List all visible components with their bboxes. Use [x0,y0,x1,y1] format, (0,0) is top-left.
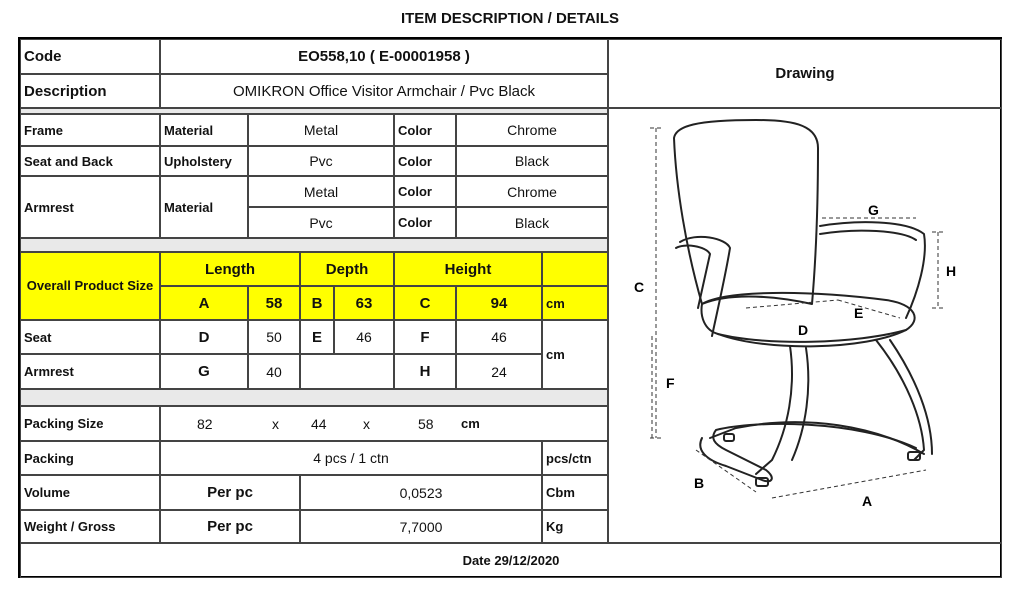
dim-a-label: A [160,286,248,320]
dim-label-a: A [862,493,873,509]
overall-unit: cm [542,286,608,320]
gap-row [20,389,608,406]
code-label: Code [20,39,160,74]
dim-c-label: C [394,286,456,320]
overall-size-label: Overall Product Size [20,252,160,320]
armrest-material-1: Metal [248,176,394,207]
glide-left [724,434,734,441]
packing-size-label: Packing Size [20,406,160,441]
sled-base [700,424,916,481]
volume-value: 0,0523 [300,475,542,510]
frame-label: Frame [20,114,160,146]
seat-back-color-label: Color [394,146,456,176]
code-value: EO558,10 ( E-00001958 ) [160,39,608,74]
packing-height: 58 [418,415,434,432]
packing-width: 44 [311,415,327,432]
drawing-header: Drawing [608,39,1002,108]
dim-line-b [696,450,756,492]
dim-label-c: C [634,279,645,295]
armrest-left [680,237,730,336]
armrest-material-2: Pvc [248,207,394,238]
packing-x-1: x [272,415,279,432]
dim-h-label: H [394,354,456,389]
dim-label-b: B [694,475,705,491]
packing-size-unit: cm [461,416,480,431]
description-value: OMIKRON Office Visitor Armchair / Pvc Black [160,74,608,108]
armrest-color-label-1: Color [394,176,456,207]
leg-front-left [756,346,792,474]
height-header: Height [394,252,542,286]
dim-e-value: 46 [334,320,394,354]
dim-label-e: E [854,305,864,321]
packing-size-row [160,406,608,441]
seat-size-label: Seat [20,320,160,354]
armrest-left-inner [676,246,710,308]
dim-f-label: F [394,320,456,354]
seat-back-material: Pvc [248,146,394,176]
volume-label: Volume [20,475,160,510]
dim-g-label: G [160,354,248,389]
armrest-right-inner [820,231,916,240]
length-header: Length [160,252,300,286]
gap-row [20,238,608,252]
weight-label: Weight / Gross [20,510,160,543]
dim-g-value: 40 [248,354,300,389]
dim-f-value: 46 [456,320,542,354]
depth-header: Depth [300,252,394,286]
dim-label-g: G [868,202,879,218]
packing-value: 4 pcs / 1 ctn [160,441,542,475]
seat-back-upholstery-label: Upholstery [160,146,248,176]
sled-base-inner [710,422,924,454]
description-label: Description [20,74,160,108]
dim-b-value: 63 [334,286,394,320]
dim-b-label: B [300,286,334,320]
volume-unit: Cbm [542,475,608,510]
dim-h-value: 24 [456,354,542,389]
leg-front-left-inner [792,348,808,460]
frame-color: Chrome [456,114,608,146]
dim-d-value: 50 [248,320,300,354]
armrest-size-label: Armrest [20,354,160,389]
empty-cell [300,354,394,389]
size-unit: cm [542,320,608,389]
dim-d-label: D [160,320,248,354]
packing-unit: pcs/ctn [542,441,608,475]
overall-unit-header [542,252,608,286]
weight-value: 7,7000 [300,510,542,543]
frame-material-label: Material [160,114,248,146]
armrest-material-label: Material [160,176,248,238]
frame-material: Metal [248,114,394,146]
dim-e-label: E [300,320,334,354]
frame-color-label: Color [394,114,456,146]
dim-line-a [772,470,926,498]
visitor-armchair-line-drawing [606,108,1000,540]
dim-c-value: 94 [456,286,542,320]
dim-label-f: F [666,375,675,391]
armrest-color-label-2: Color [394,207,456,238]
weight-unit: Kg [542,510,608,543]
volume-per: Per pc [160,475,300,510]
date-row: Date 29/12/2020 [20,543,1002,578]
weight-per: Per pc [160,510,300,543]
packing-length: 82 [197,415,213,432]
dim-line-e [838,300,900,318]
backrest-outline [674,120,818,304]
dim-a-value: 58 [248,286,300,320]
seat-back-color: Black [456,146,608,176]
armrest-color-2: Black [456,207,608,238]
page-title: ITEM DESCRIPTION / DETAILS [400,10,620,27]
seat-back-label: Seat and Back [20,146,160,176]
packing-label: Packing [20,441,160,475]
dim-label-h: H [946,263,957,279]
packing-x-2: x [363,415,370,432]
armrest-color-1: Chrome [456,176,608,207]
armrest-material-row-label: Armrest [20,176,160,238]
dim-label-d: D [798,322,809,338]
